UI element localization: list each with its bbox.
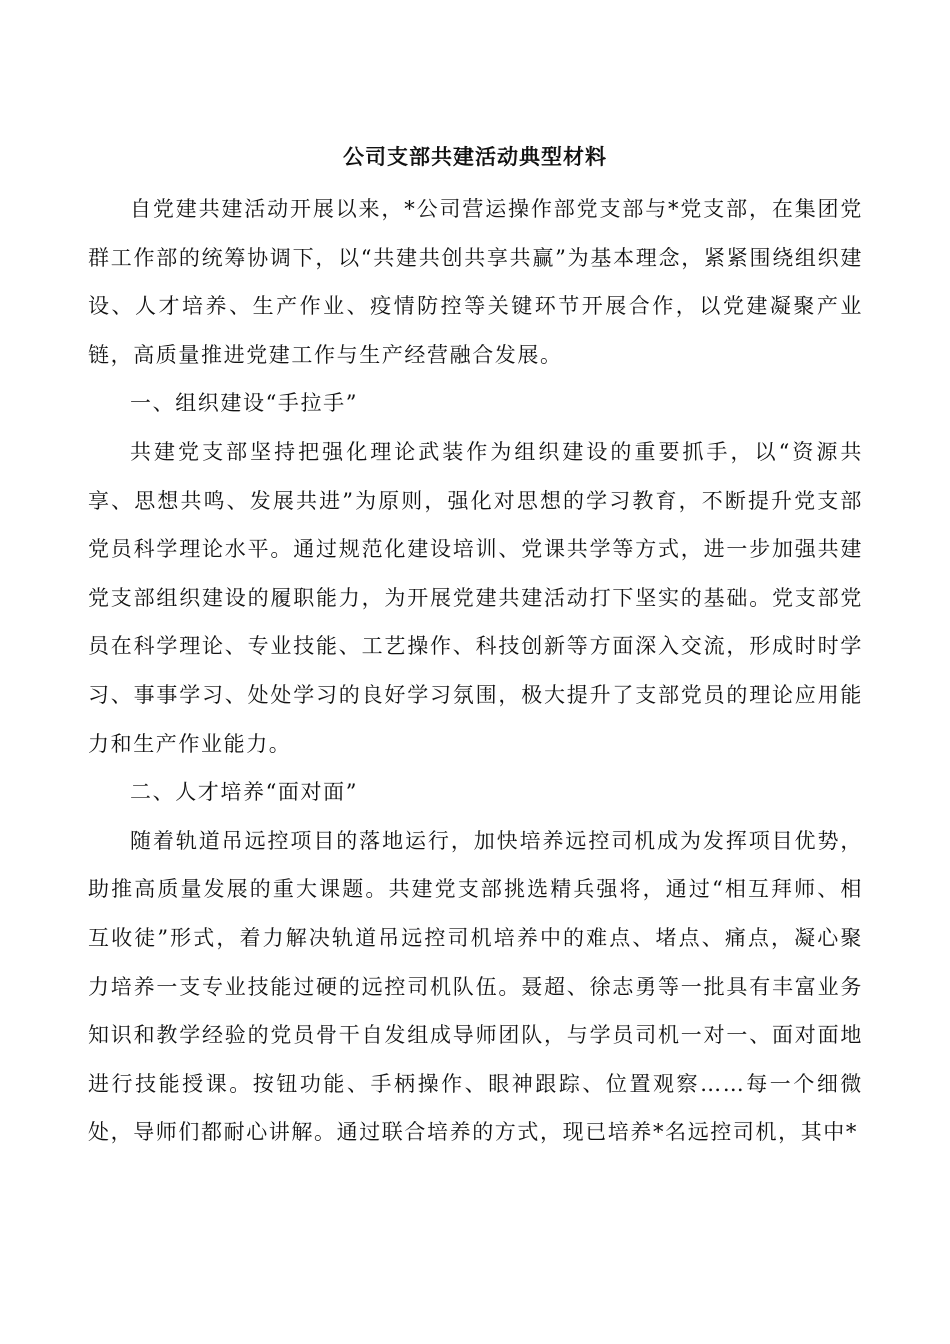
section-heading-talent: 二、人才培养“面对面” <box>130 780 359 805</box>
paragraph-talent: 随着轨道吊远控项目的落地运行，加快培养远控司机成为发挥项目优势，助推高质量发展的重大课题。共建党支部挑选精兵强将，通过“相互拜师、相互收徒”形式，着力解决轨道吊远控司机培养中的难点、堵点、痛点，凝心聚力培养一支专业技能过硬的远控司机队伍。聂超、徐志勇等一批具有丰富业务知识和教学经验的党员骨干自发组成导师团队，与学员司机一对一、面对面地进行技能授课。按钮功能、手柄操作、眼神跟踪、位置观察……每一个细微处，导师们都耐心讲解。通过联合培养的方式，现已培养*名远控司机，其中* <box>88 828 863 1145</box>
paragraph-organization: 共建党支部坚持把强化理论武装作为组织建设的重要抓手，以“资源共享、思想共鸣、发展共进”为原则，强化对思想的学习教育，不断提升党支部党员科学理论水平。通过规范化建设培训、党课共学等方式，进一步加强共建党支部组织建设的履职能力，为开展党建共建活动打下坚实的基础。党支部党员在科学理论、专业技能、工艺操作、科技创新等方面深入交流，形成时时学习、事事学习、处处学习的良好学习氛围，极大提升了支部党员的理论应用能力和生产作业能力。 <box>88 439 863 756</box>
section-heading-organization: 一、组织建设“手拉手” <box>130 391 359 416</box>
paragraph-intro: 自党建共建活动开展以来，*公司营运操作部党支部与*党支部，在集团党群工作部的统筹协调下，以“共建共创共享共赢”为基本理念，紧紧围绕组织建设、人才培养、生产作业、疫情防控等关键环节开展合作，以党建凝聚产业链，高质量推进党建工作与生产经营融合发展。 <box>88 197 863 367</box>
document-title: 公司支部共建活动典型材料 <box>343 144 607 169</box>
document-body <box>88 185 863 1157</box>
